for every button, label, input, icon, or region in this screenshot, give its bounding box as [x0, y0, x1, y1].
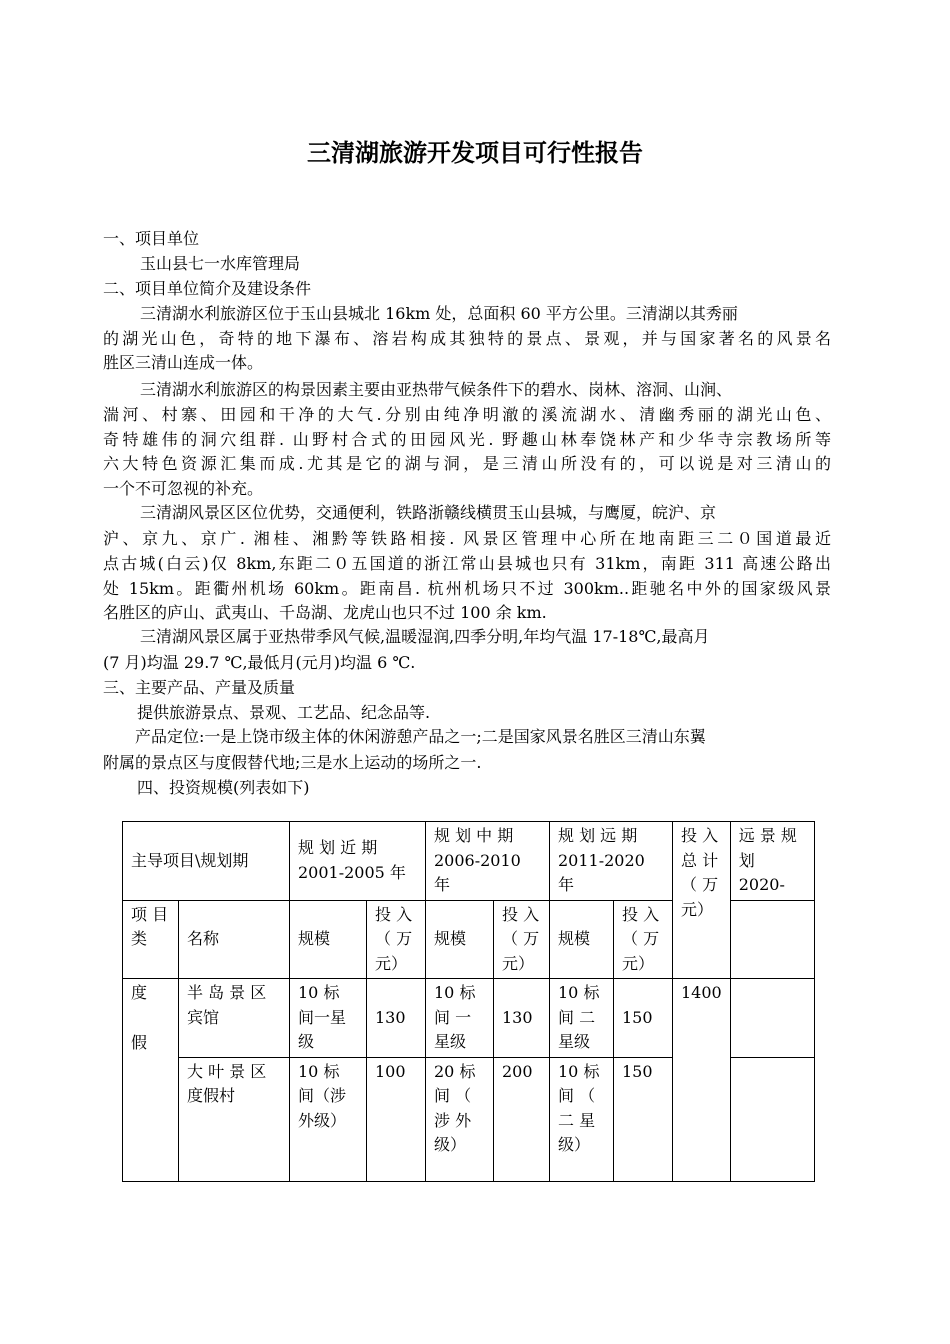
row-total: 1400 — [673, 979, 731, 1182]
row-far-invest: 150 — [614, 979, 673, 1058]
row-near-invest: 100 — [367, 1057, 426, 1181]
para-location-2: 的湖光山色，奇特的地下瀑布、溶岩构成其独特的景点、景观，并与国家著名的风景名 — [103, 329, 831, 348]
header-mid-invest: 投 入（ 万 元） — [494, 900, 550, 979]
para-traffic-1: 三清湖风景区区位优势，交通便利，铁路浙赣线横贯玉山县城，与鹰厦，皖沪、京 — [140, 503, 717, 522]
page-title: 三清湖旅游开发项目可行性报告 — [307, 139, 643, 167]
header-future: 远 景 规 划 2020- — [730, 822, 814, 901]
header-project-type: 项 目 类 — [123, 900, 179, 979]
para-climate-2: (7 月)均温 29.7 ℃,最低月(元月)均温 6 ℃. — [103, 653, 416, 672]
header-main: 主导项目\规划期 — [123, 822, 290, 901]
section-2-heading: 二、项目单位简介及建设条件 — [103, 279, 312, 298]
para-scenery-3: 奇特雄伟的洞穴组群. 山野村合式的田园风光. 野趣山林奉饶林产和少华寺宗教场所等 — [103, 430, 831, 449]
row-name: 半 岛 景 区 宾馆 — [179, 979, 290, 1058]
row-name: 大 叶 景 区 度假村 — [179, 1057, 290, 1181]
row-near-invest: 130 — [367, 979, 426, 1058]
para-traffic-3: 点古城(白云)仅 8km,东距二０五国道的浙江常山县城也只有 31km，南距 311 高速公路出 — [103, 554, 831, 573]
para-traffic-2: 沪、京九、京广. 湘桂、湘黔等铁路相接. 风景区管理中心所在地南距三二０国道最近 — [103, 529, 831, 548]
row-mid-invest: 130 — [494, 979, 550, 1058]
header-total-invest: 投 入 总 计 （ 万 元） — [673, 822, 731, 979]
section-3-heading: 三、主要产品、产量及质量 — [103, 678, 296, 697]
para-location-1: 三清湖水利旅游区位于玉山县城北 16km 处，总面积 60 平方公里。三清湖以其秀丽 — [140, 304, 738, 323]
row-mid-invest: 200 — [494, 1057, 550, 1181]
products-text: 提供旅游景点、景观、工艺品、纪念品等. — [137, 703, 431, 722]
category-char-2: 假 — [131, 1032, 148, 1052]
row-far-scale: 10 标 间 （ 二 星 级） — [550, 1057, 614, 1181]
section-4-heading: 四、投资规模(列表如下) — [137, 778, 310, 797]
row-future — [730, 979, 814, 1058]
row-far-invest: 150 — [614, 1057, 673, 1181]
project-unit: 玉山县七一水库管理局 — [140, 254, 301, 273]
para-location-3: 胜区三清山连成一体。 — [103, 353, 264, 372]
category-char-1: 度 — [131, 983, 148, 1002]
header-near-invest: 投 入（ 万 元） — [367, 900, 426, 979]
para-scenery-1: 三清湖水利旅游区的构景因素主要由亚热带气候条件下的碧水、岗林、溶洞、山涧、 — [140, 380, 733, 399]
positioning-1: 产品定位:一是上饶市级主体的休闲游憩产品之一;二是国家风景名胜区三清山东翼 — [135, 727, 706, 746]
row-mid-scale: 10 标 间 一 星级 — [426, 979, 494, 1058]
row-near-scale: 10 标 间（涉外级） — [290, 1057, 367, 1181]
para-traffic-4: 处 15km。距衢州机场 60km。距南昌. 杭州机场只不过 300km..距驰名中外的国家级风景 — [103, 579, 831, 598]
para-scenery-4: 六大特色资源汇集而成.尤其是它的湖与洞，是三清山所没有的，可以说是对三清山的 — [103, 454, 831, 473]
header-near-term: 规 划 近 期 2001-2005 年 — [290, 822, 426, 901]
header-name: 名称 — [179, 900, 290, 979]
header-near-scale: 规模 — [290, 900, 367, 979]
row-far-scale: 10 标 间 二 星级 — [550, 979, 614, 1058]
header-far-term: 规 划 远 期 2011-2020 年 — [550, 822, 673, 901]
header-mid-scale: 规模 — [426, 900, 494, 979]
row-future — [730, 1057, 814, 1181]
table-row — [123, 979, 815, 1058]
para-scenery-5: 一个不可忽视的补充。 — [103, 479, 264, 498]
para-scenery-2: 湍河、村寨、田园和干净的大气.分别由纯净明澈的溪流湖水、清幽秀丽的湖光山色、 — [103, 405, 831, 424]
row-mid-scale: 20 标 间 （ 涉 外 级） — [426, 1057, 494, 1181]
para-traffic-5: 名胜区的庐山、武夷山、千岛湖、龙虎山也只不过 100 余 km. — [103, 603, 547, 622]
header-far-invest: 投 入（ 万 元） — [614, 900, 673, 979]
para-climate-1: 三清湖风景区属于亚热带季风气候,温暖湿润,四季分明,年均气温 17-18℃,最高月 — [140, 627, 710, 646]
positioning-2: 附属的景点区与度假替代地;三是水上运动的场所之一. — [103, 753, 482, 772]
investment-table — [122, 821, 815, 1182]
row-near-scale: 10 标 间一星级 — [290, 979, 367, 1058]
section-1-heading: 一、项目单位 — [103, 229, 200, 248]
future-empty — [730, 900, 814, 979]
header-mid-term: 规 划 中 期 2006-2010 年 — [426, 822, 550, 901]
category-cell — [123, 979, 179, 1182]
header-far-scale: 规模 — [550, 900, 614, 979]
